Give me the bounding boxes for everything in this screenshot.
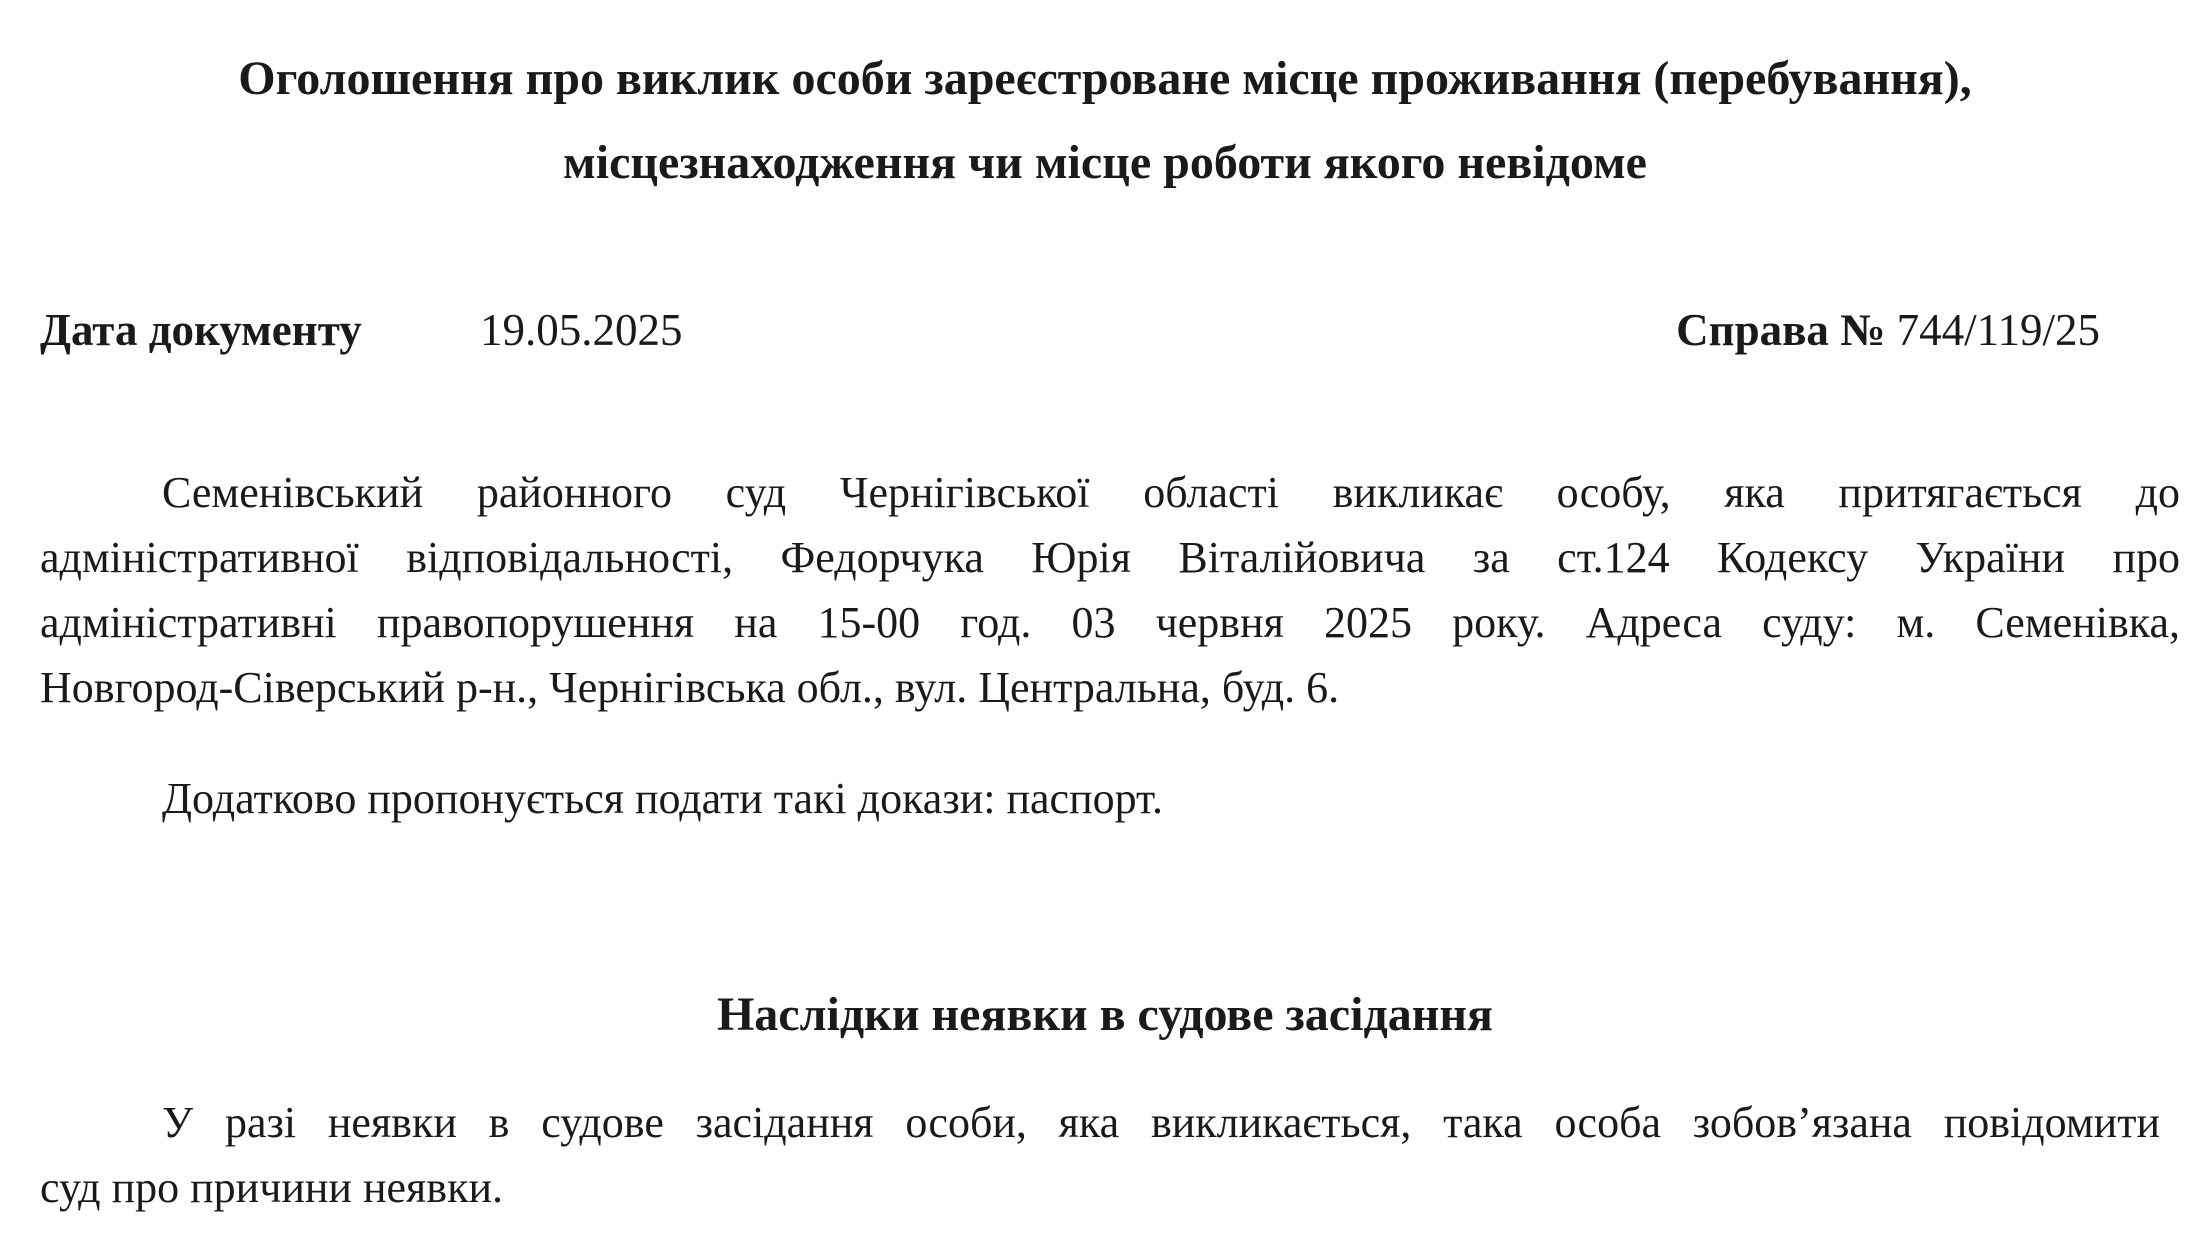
case-number-value: 744/119/25 bbox=[1896, 305, 2100, 355]
evidence-paragraph bbox=[40, 766, 2180, 831]
document-title bbox=[40, 37, 2170, 205]
summons-paragraph-line-1: Семенівський районного суд Чернігівської області викликає особу, яка притягається до bbox=[162, 468, 2180, 517]
consequences-paragraph bbox=[40, 1090, 2180, 1220]
consequences-paragraph-line-1: У разі неявки в судове засідання особи, яка викликається, така особа зобов’язана повідомити bbox=[162, 1098, 2160, 1147]
document-meta-row bbox=[40, 300, 2100, 360]
summons-paragraph bbox=[40, 460, 2180, 720]
summons-paragraph-line-2: адміністративної відповідальності, Федорчука Юрія Віталійовича за ст.124 Кодексу України про bbox=[40, 533, 2180, 582]
document-date-label: Дата документу bbox=[40, 305, 362, 355]
case-number-block bbox=[1676, 300, 2100, 360]
case-number-label: Справа № bbox=[1676, 305, 1886, 355]
document-date-value: 19.05.2025 bbox=[480, 305, 683, 355]
summons-paragraph-line-4: Новгород-Сіверський р-н., Чернігівська обл., вул. Центральна, буд. 6. bbox=[40, 663, 1340, 712]
consequences-heading: Наслідки неявки в судове засідання bbox=[716, 988, 1494, 1041]
document-title-line-2: місцезнаходження чи місце роботи якого невідоме bbox=[563, 136, 1647, 189]
consequences-paragraph-line-2: суд про причини неявки. bbox=[40, 1163, 503, 1212]
summons-paragraph-line-3: адміністративні правопорушення на 15-00 год. 03 червня 2025 року. Адреса суду: м. Семенівка, bbox=[40, 598, 2180, 647]
document-title-line-1: Оголошення про виклик особи зареєстроване місце проживання (перебування), bbox=[238, 52, 1972, 105]
evidence-paragraph-line: Додатково пропонується подати такі докази: паспорт. bbox=[162, 774, 1163, 823]
